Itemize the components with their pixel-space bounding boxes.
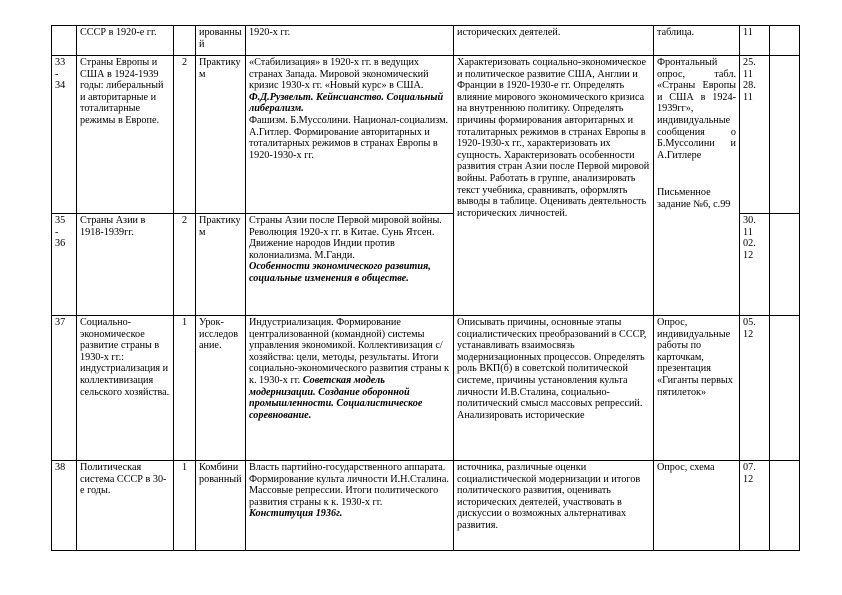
activities-cell — [454, 461, 654, 551]
hours-text: 1 — [181, 317, 188, 328]
date-text: 05. — [743, 317, 756, 328]
activities-cell — [454, 26, 654, 56]
date-text: 25. — [743, 57, 756, 68]
content-emphasis-text: Особенности экономического развития, социальные изменения в обществе. — [249, 261, 431, 284]
content-emphasis-text: Конституция 1936г. — [249, 508, 343, 520]
lesson-type-cell — [196, 56, 246, 214]
control-text: Опрос, схема — [657, 462, 715, 473]
topic-cell — [77, 316, 174, 461]
content-text: 1920-х гг. — [249, 27, 291, 38]
lesson-plan-table — [51, 25, 800, 551]
topic-text: Социально-экономическое развитие страны в 1930-х гг.: индустриализация и коллективизация сельского хозяйства. — [80, 317, 170, 398]
date-fact-cell — [770, 316, 800, 461]
date-fact-cell — [770, 56, 800, 214]
control-cell — [654, 461, 740, 551]
content-text: «Стабилизация» в 1920-х гг. в ведущих странах Запада. Мировой экономический кризис 1930-х гг. «Новый курс» в США. — [249, 57, 429, 92]
topic-cell — [77, 26, 174, 56]
hours-text: 2 — [181, 215, 188, 226]
activities-cell — [454, 56, 654, 316]
table-row — [52, 461, 800, 551]
date-text: 12 — [743, 328, 754, 340]
topic-text: Страны Азии в 1918-1939гг. — [80, 215, 146, 238]
activities-cell — [454, 316, 654, 461]
hours-text: 1 — [181, 462, 188, 473]
date-text: 12 — [743, 249, 754, 261]
content-cell — [246, 214, 454, 316]
content-cell — [246, 26, 454, 56]
date-fact-cell — [770, 461, 800, 551]
topic-cell — [77, 56, 174, 214]
date-text: 02. — [743, 238, 756, 250]
lesson-number-cell — [52, 56, 77, 214]
content-cell — [246, 461, 454, 551]
activities-text: Описывать причины, основные этапы социалистических преобразований в СССР, устанавливать взаимосвязь модернизационных процессов. Определять роль ВКП(б) в советской политической системе, причины установления культа личности И.В.Сталина, социально- политический смысл массовых репрессий. Анализировать исторические — [457, 317, 647, 421]
lesson-type-cell — [196, 316, 246, 461]
lesson-number-cell — [52, 461, 77, 551]
content-cell — [246, 56, 454, 214]
content-text: Фашизм. Б.Муссолини. Национал-социализм. А.Гитлер. Формирование авторитарных и тоталитарных режимов в странах Европы в 1920-1930-х гг. — [249, 114, 449, 161]
content-text: Индустриализация. Формирование централизованной (командной) системы управления экономикой. Коллективизация с/хозяйства: цели, методы, результаты. Итоги социально-экономического развития страны к к. 1930-х гг. — [249, 317, 450, 386]
date-text: 11 — [743, 68, 753, 80]
content-emphasis-text: Ф.Д.Рузвельт. Кейнсианство. Социальный либерализм. — [249, 91, 444, 115]
date-text: 30. — [743, 215, 756, 226]
date-cell — [740, 316, 770, 461]
lesson-number-dash: - — [55, 68, 59, 80]
hours-cell — [174, 316, 196, 461]
hours-cell — [174, 461, 196, 551]
lesson-number: 33 — [55, 57, 66, 68]
topic-cell — [77, 214, 174, 316]
date-cell — [740, 214, 770, 316]
activities-text: исторических деятелей. — [457, 27, 561, 38]
lesson-type-text: ированный — [199, 27, 242, 50]
lesson-number-dash: - — [55, 226, 59, 238]
lesson-number: 35 — [55, 215, 66, 226]
topic-text: Страны Европы и США в 1924-1939 годы: либеральный и авторитарные и тоталитарные режимы в Европе. — [80, 57, 164, 126]
hours-text: 2 — [181, 57, 188, 68]
content-text: Страны Азии после Первой мировой войны. Революция 1920-х гг. в Китае. Сунь Ятсен. Движение народов Индии против колониализма. М.Ганди. — [249, 215, 442, 261]
control-text: Фронтальный опрос, табл. «Страны Европы и США в 1924-1939гг», индивидуальные сообщения о Б.Муссолини и А.Гитлере — [657, 57, 736, 161]
content-text: Власть партийно-государственного аппарата. Формирование культа личности И.Н.Сталина. Массовые репрессии. Итоги политического развития страны к к. 1930-х гг. — [249, 462, 449, 508]
hours-cell — [174, 26, 196, 56]
lesson-number-cell — [52, 26, 77, 56]
table-row — [52, 56, 800, 214]
lesson-number-cell — [52, 214, 77, 316]
lesson-number: 37 — [55, 317, 66, 328]
topic-text: СССР в 1920-е гг. — [80, 27, 157, 38]
lesson-number: 36 — [55, 238, 66, 250]
lesson-type-cell — [196, 214, 246, 316]
date-text: 11 — [743, 91, 753, 103]
activities-text: источника, различные оценки социалистической модернизации и итогов политического развития, оценивать исторических деятелей, участвовать в дискуссии о возможных альтернативах развития. — [457, 462, 641, 531]
lesson-number-cell — [52, 316, 77, 461]
content-emphasis-text: Советская модель модернизации. Создание оборонной промышленности. Социалистическое соревнование. — [249, 374, 423, 421]
lesson-type-cell — [196, 461, 246, 551]
lesson-type-cell — [196, 26, 246, 56]
table-row — [52, 316, 800, 461]
date-text: 28. — [743, 80, 756, 92]
lesson-number: 38 — [55, 462, 66, 473]
lesson-type-text: Практикум — [199, 57, 241, 80]
topic-text: Политическая система СССР в 30-е годы. — [80, 462, 167, 497]
date-cell — [740, 461, 770, 551]
topic-cell — [77, 461, 174, 551]
date-fact-cell — [770, 214, 800, 316]
hours-cell — [174, 214, 196, 316]
control-cell — [654, 56, 740, 316]
date-text: 11 — [743, 27, 753, 38]
date-text: 07. — [743, 462, 756, 473]
table-row — [52, 26, 800, 56]
hours-cell — [174, 56, 196, 214]
control-cell — [654, 316, 740, 461]
control-cell — [654, 26, 740, 56]
content-cell — [246, 316, 454, 461]
lesson-number: 34 — [55, 80, 66, 92]
date-text: 11 — [743, 226, 753, 238]
date-fact-cell — [770, 26, 800, 56]
lesson-type-text: Практикум — [199, 215, 241, 238]
date-cell — [740, 56, 770, 214]
lesson-type-text: Комбинированный — [199, 462, 242, 485]
control-text: таблица. — [657, 27, 695, 38]
date-cell — [740, 26, 770, 56]
date-text: 12 — [743, 473, 754, 485]
control-text: Опрос, индивидуальные работы по карточкам, презентация «Гиганты первых пятилеток» — [657, 317, 733, 398]
control-text: Письменное задание №6, с.99 — [657, 187, 731, 210]
activities-text: Характеризовать социально-экономическое и политическое развитие США, Англии и Франции в 1920-1930-е гг. Определять влияние мирового экономического кризиса на внутреннюю политику. Определять причины формирования авторитарных и тоталитарных режимов в странах Европы в 1920-1930-х гг., характеризовать их сущность. Характеризовать особенности развития стран Азии после Первой мировой войны. Работать в группе, анализировать текст учебника, сравнивать, оформлять выводы в таблице. Оценивать деятельность исторических личностей. — [457, 57, 650, 219]
lesson-type-text: Урок-исследование. — [199, 317, 239, 352]
